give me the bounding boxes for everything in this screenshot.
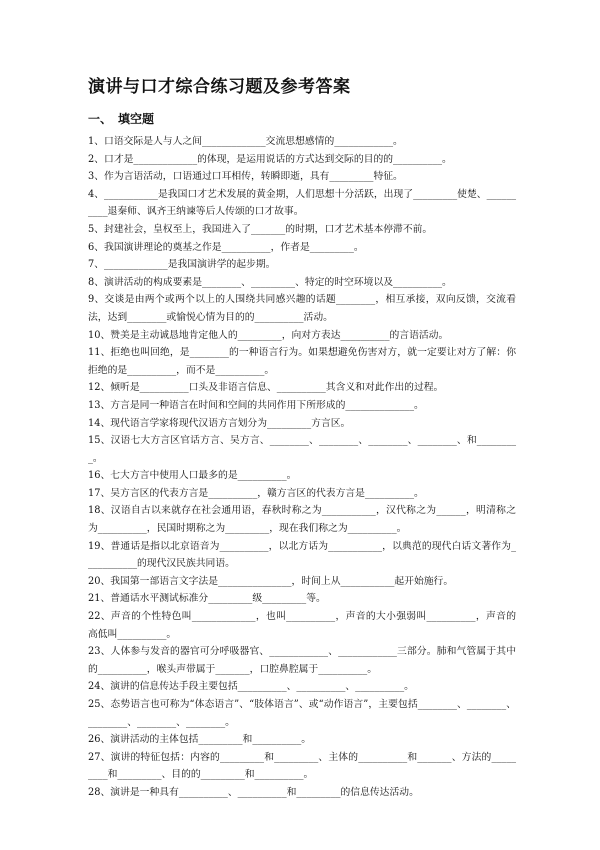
question-item: 4、___________是我国口才艺术发展的黄金期，人们思想十分活跃，出现了_________使楚、__________退秦师、讽齐王纳谏等后人传颂的口才故事。 <box>88 188 516 218</box>
document-page <box>88 76 516 802</box>
question-item: 8、演讲活动的构成要素是________、_________、特定的时空环境以及__________。 <box>88 276 452 288</box>
question-item: 5、封建社会，皇权至上，我国进入了_______的时期，口才艺术基本停滞不前。 <box>88 223 433 235</box>
question-item: 26、演讲活动的主体包括_________和__________。 <box>88 734 312 746</box>
question-item: 18、汉语自古以来就存在社会通用语，春秋时称之为___________，汉代称之为______，明清称之为__________，民国时期称之为_________，现在我们称之为__________。 <box>88 505 516 535</box>
question-list <box>88 133 516 802</box>
section-heading: 一、 填空题 <box>88 112 155 126</box>
question-item: 20、我国第一部语言文字法是_______________，时间上从___________起开始施行。 <box>88 575 454 587</box>
question-item: 11、拒绝也叫回绝，是________的一种语言行为。如果想避免伤害对方，就一定要让对方了解：你拒绝的是__________，而不是__________。 <box>88 347 516 376</box>
question-item: 2、口才是_____________的体现，是运用说话的方式达到交际的目的的__________。 <box>88 153 452 165</box>
question-item: 13、方言是同一种语言在时间和空间的共同作用下所形成的______________。 <box>88 399 424 411</box>
question-item: 17、吴方言区的代表方言是__________，赣方言区的代表方言是__________。 <box>88 487 424 499</box>
question-item: 28、演讲是一种具有__________、__________和_________的信息传达活动。 <box>88 786 419 798</box>
question-item: 21、普通话水平测试标准分_________级_________等。 <box>88 593 326 605</box>
question-item: 12、倾听是__________口头及非语言信息、__________其含义和对此作出的过程。 <box>88 382 444 394</box>
question-item: 9、交谈是由两个或两个以上的人围绕共同感兴趣的话题________，相互承接，双向反馈，交流看法，达到________或愉悦心情为目的的__________活动。 <box>88 294 516 323</box>
page-title: 演讲与口才综合练习题及参考答案 <box>88 77 351 97</box>
question-item: 19、普通话是指以北京语音为__________，以北方话为___________，以典范的现代白话文著作为___________的现代汉民族共同语。 <box>88 540 516 570</box>
question-item: 25、态势语言也可称为“体态语言”、“肢体语言”、或“动作语言”，主要包括________、________、________、________、________。 <box>88 699 516 728</box>
question-item: 14、现代语言学家将现代汉语方言划分为_________方言区。 <box>88 417 351 429</box>
question-item: 16、七大方言中使用人口最多的是__________。 <box>88 470 297 482</box>
question-item: 6、我国演讲理论的奠基之作是__________，作者是_________。 <box>88 241 364 253</box>
question-item: 1、口语交际是人与人之间_____________交流思想感情的____________。 <box>88 136 403 147</box>
question-item: 23、人体参与发音的器官可分呼吸器官、____________、____________三部分。肺和气管属于其中的__________，喉头声带属于_______，口腔鼻腔属于__________。 <box>88 646 516 675</box>
question-item: 27、演讲的特征包括：内容的_________和_________、主体的__________和_______、方法的_________和_________、目的的_________和__________。 <box>88 751 516 781</box>
question-item: 15、汉语七大方言区官话方言、吴方言、________、________、________、________、和_________。 <box>88 435 516 464</box>
question-item: 24、演讲的信息传达手段主要包括__________、__________、__________。 <box>88 681 414 693</box>
question-item: 3、作为言语活动，口语通过口耳相传，转瞬即逝，具有_________特征。 <box>88 171 403 183</box>
question-item: 22、声音的个性特色叫_____________，也叫__________，声音的大小强弱叫__________，声音的高低叫__________。 <box>88 611 516 640</box>
question-item: 7、_____________是我国演讲学的起步期。 <box>88 259 276 271</box>
question-item: 10、赞美是主动诚恳地肯定他人的_________，向对方表达__________的言语活动。 <box>88 329 449 341</box>
